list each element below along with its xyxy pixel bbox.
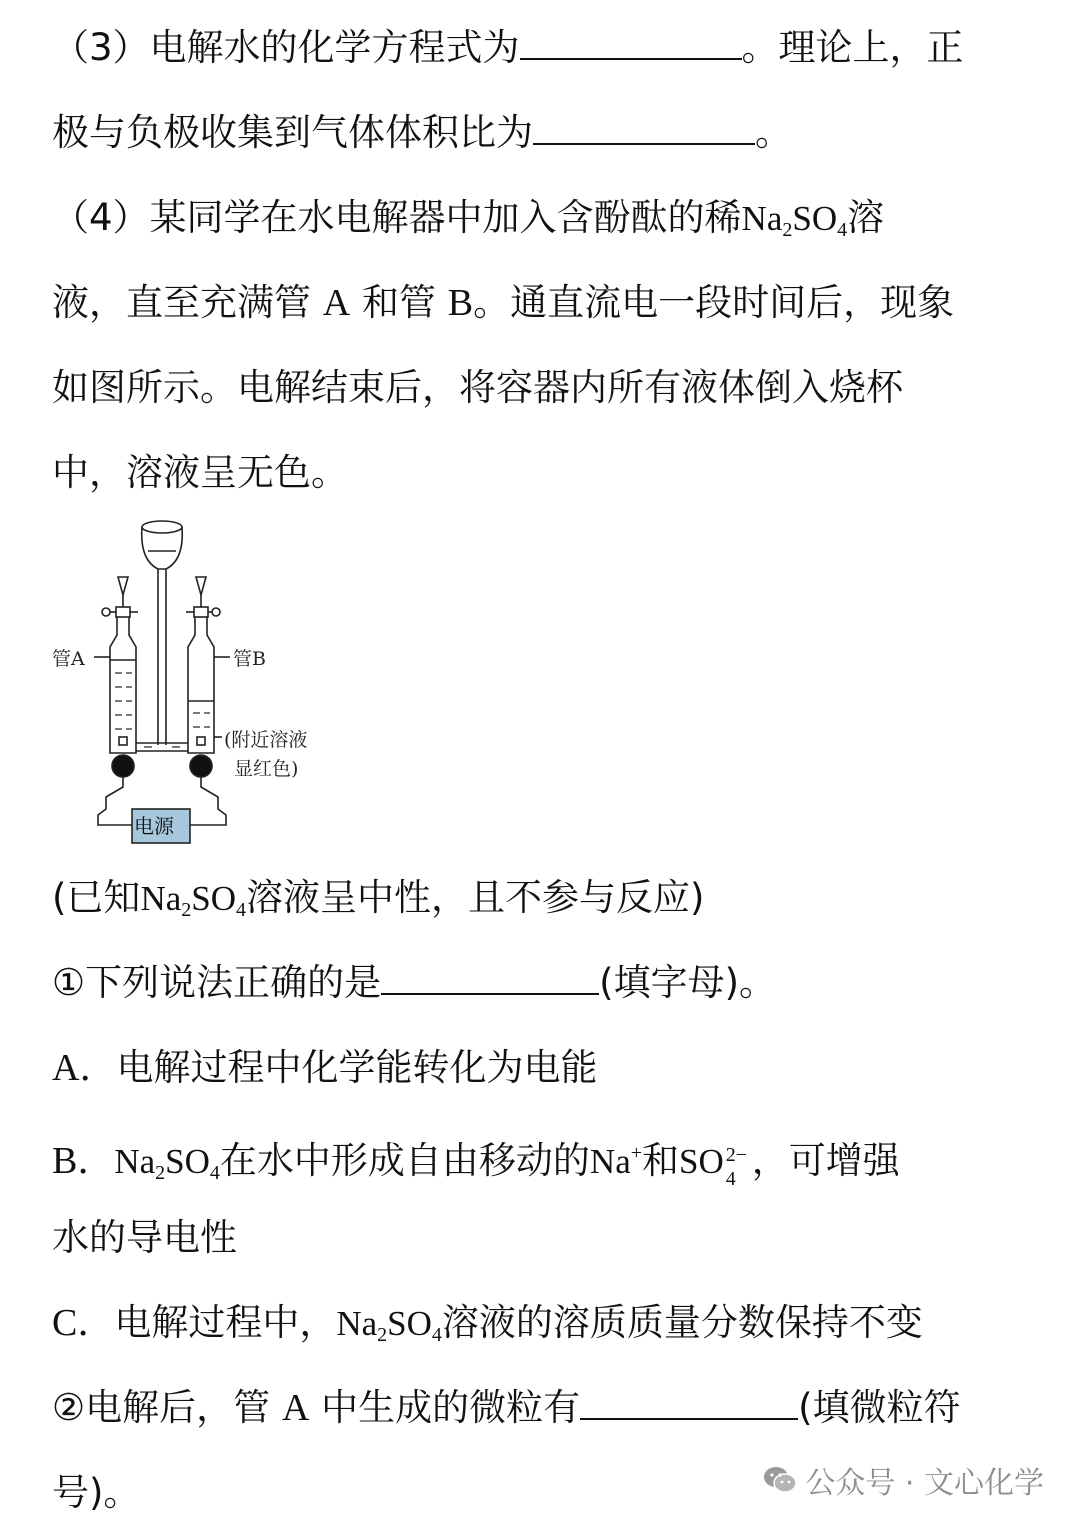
tube-b-label: 管B — [233, 648, 266, 670]
sub-question-2-line-2: 号)。 — [52, 1471, 141, 1514]
wechat-icon — [763, 1465, 797, 1495]
known-condition: (已知$Na_2SO_4$溶液呈中性，且不参与反应) — [52, 876, 705, 921]
electrolysis-apparatus-figure — [50, 515, 350, 850]
answer-blank[interactable] — [520, 26, 742, 60]
q4-line-2: 液，直至充满管 A 和管 B。通直流电一段时间后，现象 — [52, 281, 955, 324]
option-b: B．$Na_2SO_4$在水中形成自由移动的Na+和SO 2− 4 ，可增强 — [52, 1139, 900, 1190]
q4-line-3: 如图所示。电解结束后，将容器内所有液体倒入烧杯 — [52, 366, 903, 409]
answer-blank[interactable] — [533, 111, 755, 145]
formula-sulfate-ion: SO 2− 4 — [679, 1142, 748, 1190]
formula-na2so4: $Na_2SO_4$ — [741, 199, 848, 241]
sub-question-2: ②电解后，管 A 中生成的微粒有 (填微粒符 — [52, 1386, 961, 1429]
sub-question-1: ①下列说法正确的是 (填字母)。 — [52, 961, 777, 1004]
note-label-1: (附近溶液 — [224, 729, 308, 751]
answer-blank[interactable] — [580, 1386, 798, 1420]
power-source-label: 电源 — [134, 814, 174, 838]
formula-na2so4: $Na_2SO_4$ — [114, 1142, 220, 1184]
watermark-text: 公众号 · 文心化学 — [805, 1466, 1044, 1501]
tube-a-label: 管A — [52, 648, 85, 670]
q4-line-4: 中，溶液呈无色。 — [52, 451, 348, 494]
q4-line-1: （4）某同学在水电解器中加入含酚酞的稀$Na_2SO_4$溶 — [52, 196, 885, 241]
q3-line-1: （3）电解水的化学方程式为 。理论上，正 — [52, 26, 964, 69]
q3-line-2: 极与负极收集到气体体积比为 。 — [52, 111, 792, 154]
formula-na-ion: Na+ — [589, 1142, 643, 1181]
option-a: A．电解过程中化学能转化为电能 — [52, 1046, 598, 1089]
formula-na2so4: $Na_2SO_4$ — [336, 1304, 442, 1346]
watermark — [763, 1458, 1044, 1502]
option-c: C．电解过程中，$Na_2SO_4$溶液的溶质质量分数保持不变 — [52, 1301, 923, 1346]
option-b-line-2: 水的导电性 — [52, 1216, 237, 1259]
note-label-2: 显红色) — [234, 758, 299, 780]
formula-na2so4: $Na_2SO_4$ — [140, 879, 246, 921]
answer-blank[interactable] — [381, 961, 599, 995]
